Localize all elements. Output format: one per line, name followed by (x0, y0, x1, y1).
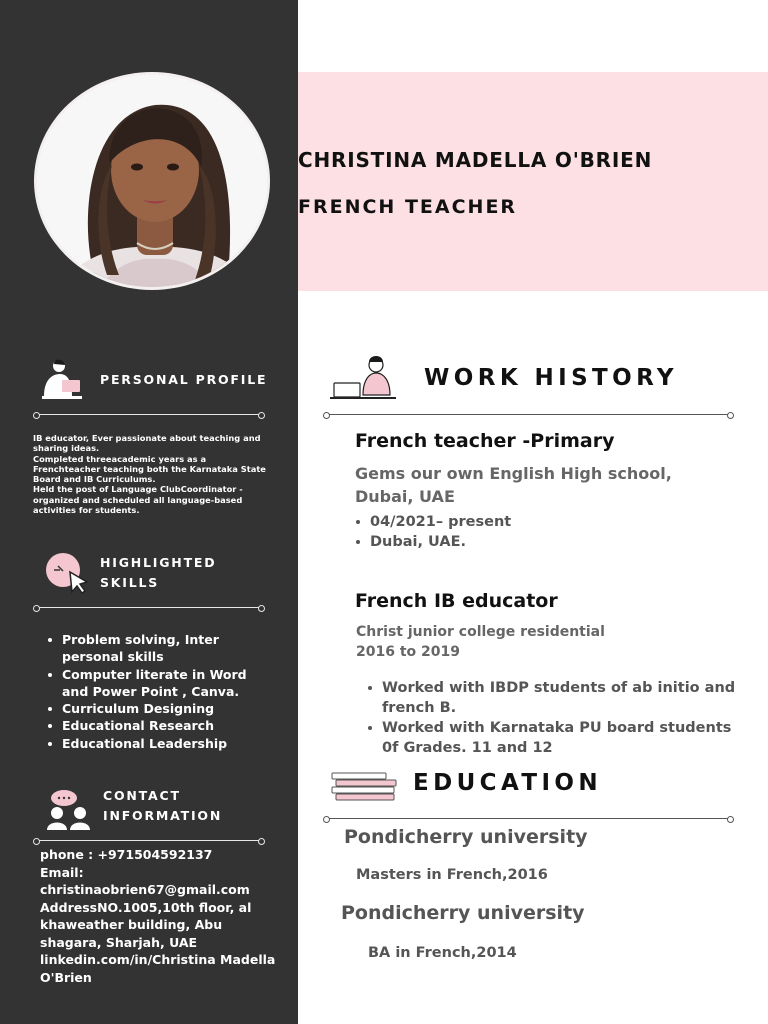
contact-email: christinaobrien67@gmail.com (40, 882, 250, 897)
contact-address: AddressNO.1005,10th floor, al khaweather building, Abu shagara, Sharjah, UAE (40, 899, 252, 950)
contact-details (40, 846, 280, 986)
job-title: French teacher -Primary (355, 430, 615, 452)
cursor-click-icon (44, 550, 94, 598)
profile-heading: PERSONAL PROFILE (100, 372, 268, 387)
skill-item: Educational Research (44, 717, 264, 734)
profile-line: IB educator, Ever passionate about teaching and sharing ideas. (33, 433, 261, 454)
laptop-person-icon (330, 351, 400, 407)
job-period: 2016 to 2019 (356, 644, 460, 660)
work-heading: WORK HISTORY (424, 365, 678, 391)
contact-heading-line: INFORMATION (103, 808, 223, 823)
profile-divider (36, 414, 262, 415)
skill-item: Curriculum Designing (44, 700, 264, 717)
contact-phone: phone : +971504592137 (40, 847, 213, 862)
job-title: French IB educator (355, 590, 558, 612)
contact-divider (36, 840, 262, 841)
job-org-line: Christ junior college residential (356, 624, 605, 640)
contact-heading (103, 786, 222, 826)
skills-heading-line: HIGHLIGHTED (100, 555, 217, 570)
job-bullets (366, 678, 746, 758)
profile-text (33, 433, 273, 515)
job-org: Gems our own English High school, Dubai, UAE (355, 464, 672, 506)
job-bullet: Worked with Karnataka PU board students 0f Grades. 11 and 12 (366, 718, 746, 758)
skills-heading (100, 553, 216, 593)
skills-divider (36, 607, 262, 608)
profile-photo (34, 72, 270, 290)
header-banner (298, 72, 768, 291)
skills-heading-line: SKILLS (100, 575, 160, 590)
skill-item: Educational Leadership (44, 735, 264, 752)
job-bullets (354, 512, 714, 552)
job-org (356, 622, 716, 662)
profile-line: Completed threeacademic years as a Frenchteacher teaching both the Karnataka State Board and IB Curriculums. (33, 453, 266, 485)
profile-line: Held the post of Language ClubCoordinator - organized and scheduled all language-based activities for students. (33, 484, 243, 516)
contact-linkedin: linkedin.com/in/Christina Madella O'Brien (40, 952, 276, 985)
skills-list (44, 631, 264, 752)
education-school: Pondicherry university (344, 826, 588, 848)
education-school: Pondicherry university (341, 902, 585, 924)
skill-item: Problem solving, Inter personal skills (44, 631, 264, 666)
skill-item: Computer literate in Word and Power Point , Canva. (44, 666, 264, 701)
person-role: FRENCH TEACHER (298, 196, 518, 218)
education-heading: EDUCATION (413, 770, 603, 796)
person-name: CHRISTINA MADELLA O'BRIEN (298, 148, 653, 172)
job-bullet: 04/2021– present (354, 512, 714, 532)
job-bullet: Dubai, UAE. (354, 532, 714, 552)
contact-email-label: Email: (40, 864, 84, 880)
work-divider (326, 414, 731, 415)
education-divider (326, 818, 731, 819)
conversation-icon (44, 786, 96, 834)
job-bullet: Worked with IBDP students of ab initio and french B. (366, 678, 746, 718)
education-degree: BA in French,2014 (368, 945, 517, 961)
contact-heading-line: CONTACT (103, 788, 181, 803)
education-degree: Masters in French,2016 (356, 867, 548, 883)
books-icon (330, 772, 402, 808)
reading-person-icon (38, 356, 88, 410)
